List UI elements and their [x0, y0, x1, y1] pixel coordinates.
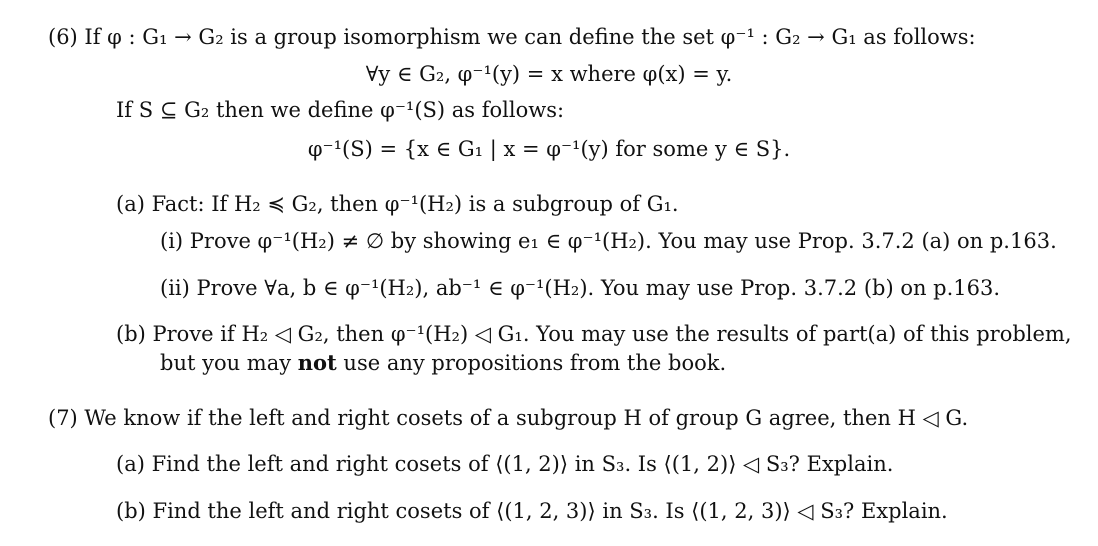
preimage-definition: φ⁻¹(S) = {x ∈ G₁ | x = φ⁻¹(y) for some y ∈ S}. [307, 137, 791, 161]
problem-7-intro: (7) We know if the left and right cosets of a subgroup H of group G agree, then H ◁ G. [48, 406, 969, 430]
part-6b-line1: (b) Prove if H₂ ◁ G₂, then φ⁻¹(H₂) ◁ G₁. You may use the results of part(a) of this problem, [116, 322, 1072, 346]
part-7a: (a) Find the left and right cosets of ⟨(1, 2)⟩ in S₃. Is ⟨(1, 2)⟩ ◁ S₃? Explain. [116, 452, 894, 476]
part-6b-text-after: use any propositions from the book. [336, 351, 727, 375]
inverse-definition: ∀y ∈ G₂, φ⁻¹(y) = x where φ(x) = y. [365, 62, 733, 86]
part-6b-line2 [160, 352, 726, 374]
part-6a-i: (i) Prove φ⁻¹(H₂) ≠ ∅ by showing e₁ ∈ φ⁻¹(H₂). You may use Prop. 3.7.2 (a) on p.163. [160, 229, 1057, 253]
part-6b-text-before: but you may [160, 351, 298, 375]
part-6a-ii: (ii) Prove ∀a, b ∈ φ⁻¹(H₂), ab⁻¹ ∈ φ⁻¹(H₂). You may use Prop. 3.7.2 (b) on p.163. [160, 276, 1001, 300]
problem-6-intro: (6) If φ : G₁ → G₂ is a group isomorphism we can define the set φ⁻¹ : G₂ → G₁ as follows: [48, 25, 976, 49]
part-7b: (b) Find the left and right cosets of ⟨(1, 2, 3)⟩ in S₃. Is ⟨(1, 2, 3)⟩ ◁ S₃? Explain. [116, 499, 948, 523]
preimage-intro: If S ⊆ G₂ then we define φ⁻¹(S) as follows: [116, 98, 565, 122]
part-6a: (a) Fact: If H₂ ≼ G₂, then φ⁻¹(H₂) is a subgroup of G₁. [116, 192, 679, 216]
part-6b-emphasis: not [297, 350, 337, 375]
